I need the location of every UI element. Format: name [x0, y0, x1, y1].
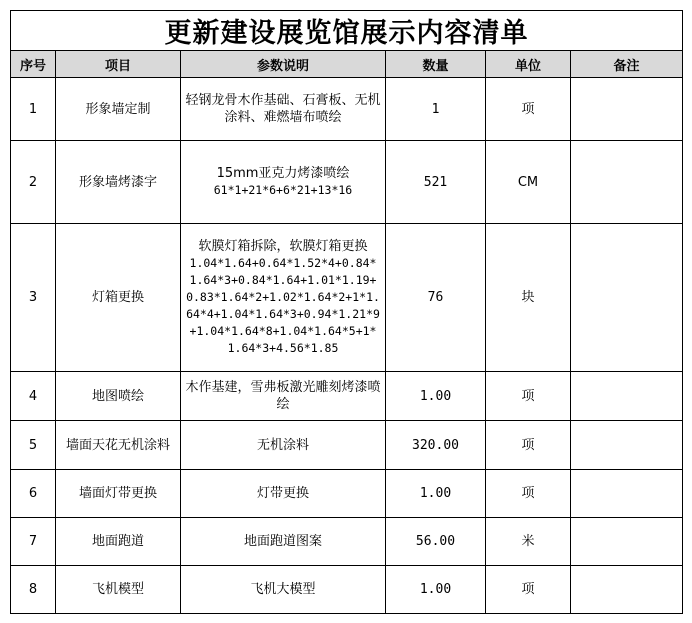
header-row [11, 51, 683, 78]
cell-qty: 1.00 [386, 372, 486, 421]
cell-desc [181, 470, 386, 518]
cell-desc [181, 566, 386, 614]
cell-index: 4 [11, 372, 56, 421]
cell-remark [571, 78, 683, 141]
cell-qty: 76 [386, 224, 486, 372]
cell-qty: 320.00 [386, 421, 486, 470]
cell-index: 6 [11, 470, 56, 518]
cell-desc [181, 421, 386, 470]
cell-qty: 1.00 [386, 566, 486, 614]
cell-qty: 56.00 [386, 518, 486, 566]
header-qty: 数量 [386, 51, 486, 78]
cell-index: 8 [11, 566, 56, 614]
cell-index: 5 [11, 421, 56, 470]
cell-index: 3 [11, 224, 56, 372]
sheet-title: 更新建设展览馆展示内容清单 [11, 11, 683, 51]
header-index: 序号 [11, 51, 56, 78]
table-row [11, 518, 683, 566]
cell-item: 墙面天花无机涂料 [56, 421, 181, 470]
cell-qty: 1.00 [386, 470, 486, 518]
desc-text: 飞机大模型 [250, 582, 316, 597]
cell-unit: 项 [486, 566, 571, 614]
table-row [11, 566, 683, 614]
desc-text: 软膜灯箱拆除，软膜灯箱更换 [198, 239, 368, 254]
cell-unit: CM [486, 141, 571, 224]
cell-desc [181, 141, 386, 224]
cell-item: 形象墙定制 [56, 78, 181, 141]
header-unit: 单位 [486, 51, 571, 78]
cell-unit: 项 [486, 78, 571, 141]
header-desc: 参数说明 [181, 51, 386, 78]
cell-remark [571, 566, 683, 614]
table-row [11, 224, 683, 372]
cell-item: 灯箱更换 [56, 224, 181, 372]
cell-remark [571, 518, 683, 566]
desc-text: 地面跑道图案 [243, 534, 322, 549]
cell-remark [571, 421, 683, 470]
cell-remark [571, 224, 683, 372]
desc-text: 灯带更换 [256, 486, 309, 501]
cell-item: 地图喷绘 [56, 372, 181, 421]
cell-unit: 项 [486, 372, 571, 421]
cell-item: 形象墙烤漆字 [56, 141, 181, 224]
cell-remark [571, 470, 683, 518]
cell-remark [571, 141, 683, 224]
cell-item: 飞机模型 [56, 566, 181, 614]
cell-item: 墙面灯带更换 [56, 470, 181, 518]
desc-text: 木作基建，雪弗板激光雕刻烤漆喷绘 [185, 380, 381, 412]
cell-item: 地面跑道 [56, 518, 181, 566]
cell-desc [181, 518, 386, 566]
header-remark: 备注 [571, 51, 683, 78]
cell-desc [181, 372, 386, 421]
header-item: 项目 [56, 51, 181, 78]
cell-unit: 米 [486, 518, 571, 566]
cell-unit: 块 [486, 224, 571, 372]
content-list-table [10, 10, 683, 614]
table-row [11, 421, 683, 470]
cell-remark [571, 372, 683, 421]
cell-qty: 1 [386, 78, 486, 141]
table-row [11, 372, 683, 421]
desc-formula: 1.04*1.64+0.64*1.52*4+0.84*1.64*3+0.84*1.64+1.01*1.19+0.83*1.64*2+1.02*1.64*2+1*1.64*4+1.04*1.64*3+0.94*1.21*9+1.04*1.64*8+1.04*1.64*5+1*1.64*3+4.56*1.85 [186, 256, 380, 355]
cell-unit: 项 [486, 470, 571, 518]
desc-text: 轻钢龙骨木作基础、石膏板、无机涂料、难燃墙布喷绘 [185, 93, 381, 125]
desc-text: 无机涂料 [256, 437, 309, 453]
table-row [11, 78, 683, 141]
table-row [11, 141, 683, 224]
cell-desc [181, 224, 386, 372]
desc-formula: 61*1+21*6+6*21+13*16 [213, 183, 353, 197]
cell-index: 2 [11, 141, 56, 224]
cell-desc [181, 78, 386, 141]
desc-text: 15mm亚克力烤漆喷绘 [216, 166, 350, 181]
cell-qty: 521 [386, 141, 486, 224]
table-row [11, 470, 683, 518]
cell-index: 1 [11, 78, 56, 141]
cell-index: 7 [11, 518, 56, 566]
cell-unit: 项 [486, 421, 571, 470]
